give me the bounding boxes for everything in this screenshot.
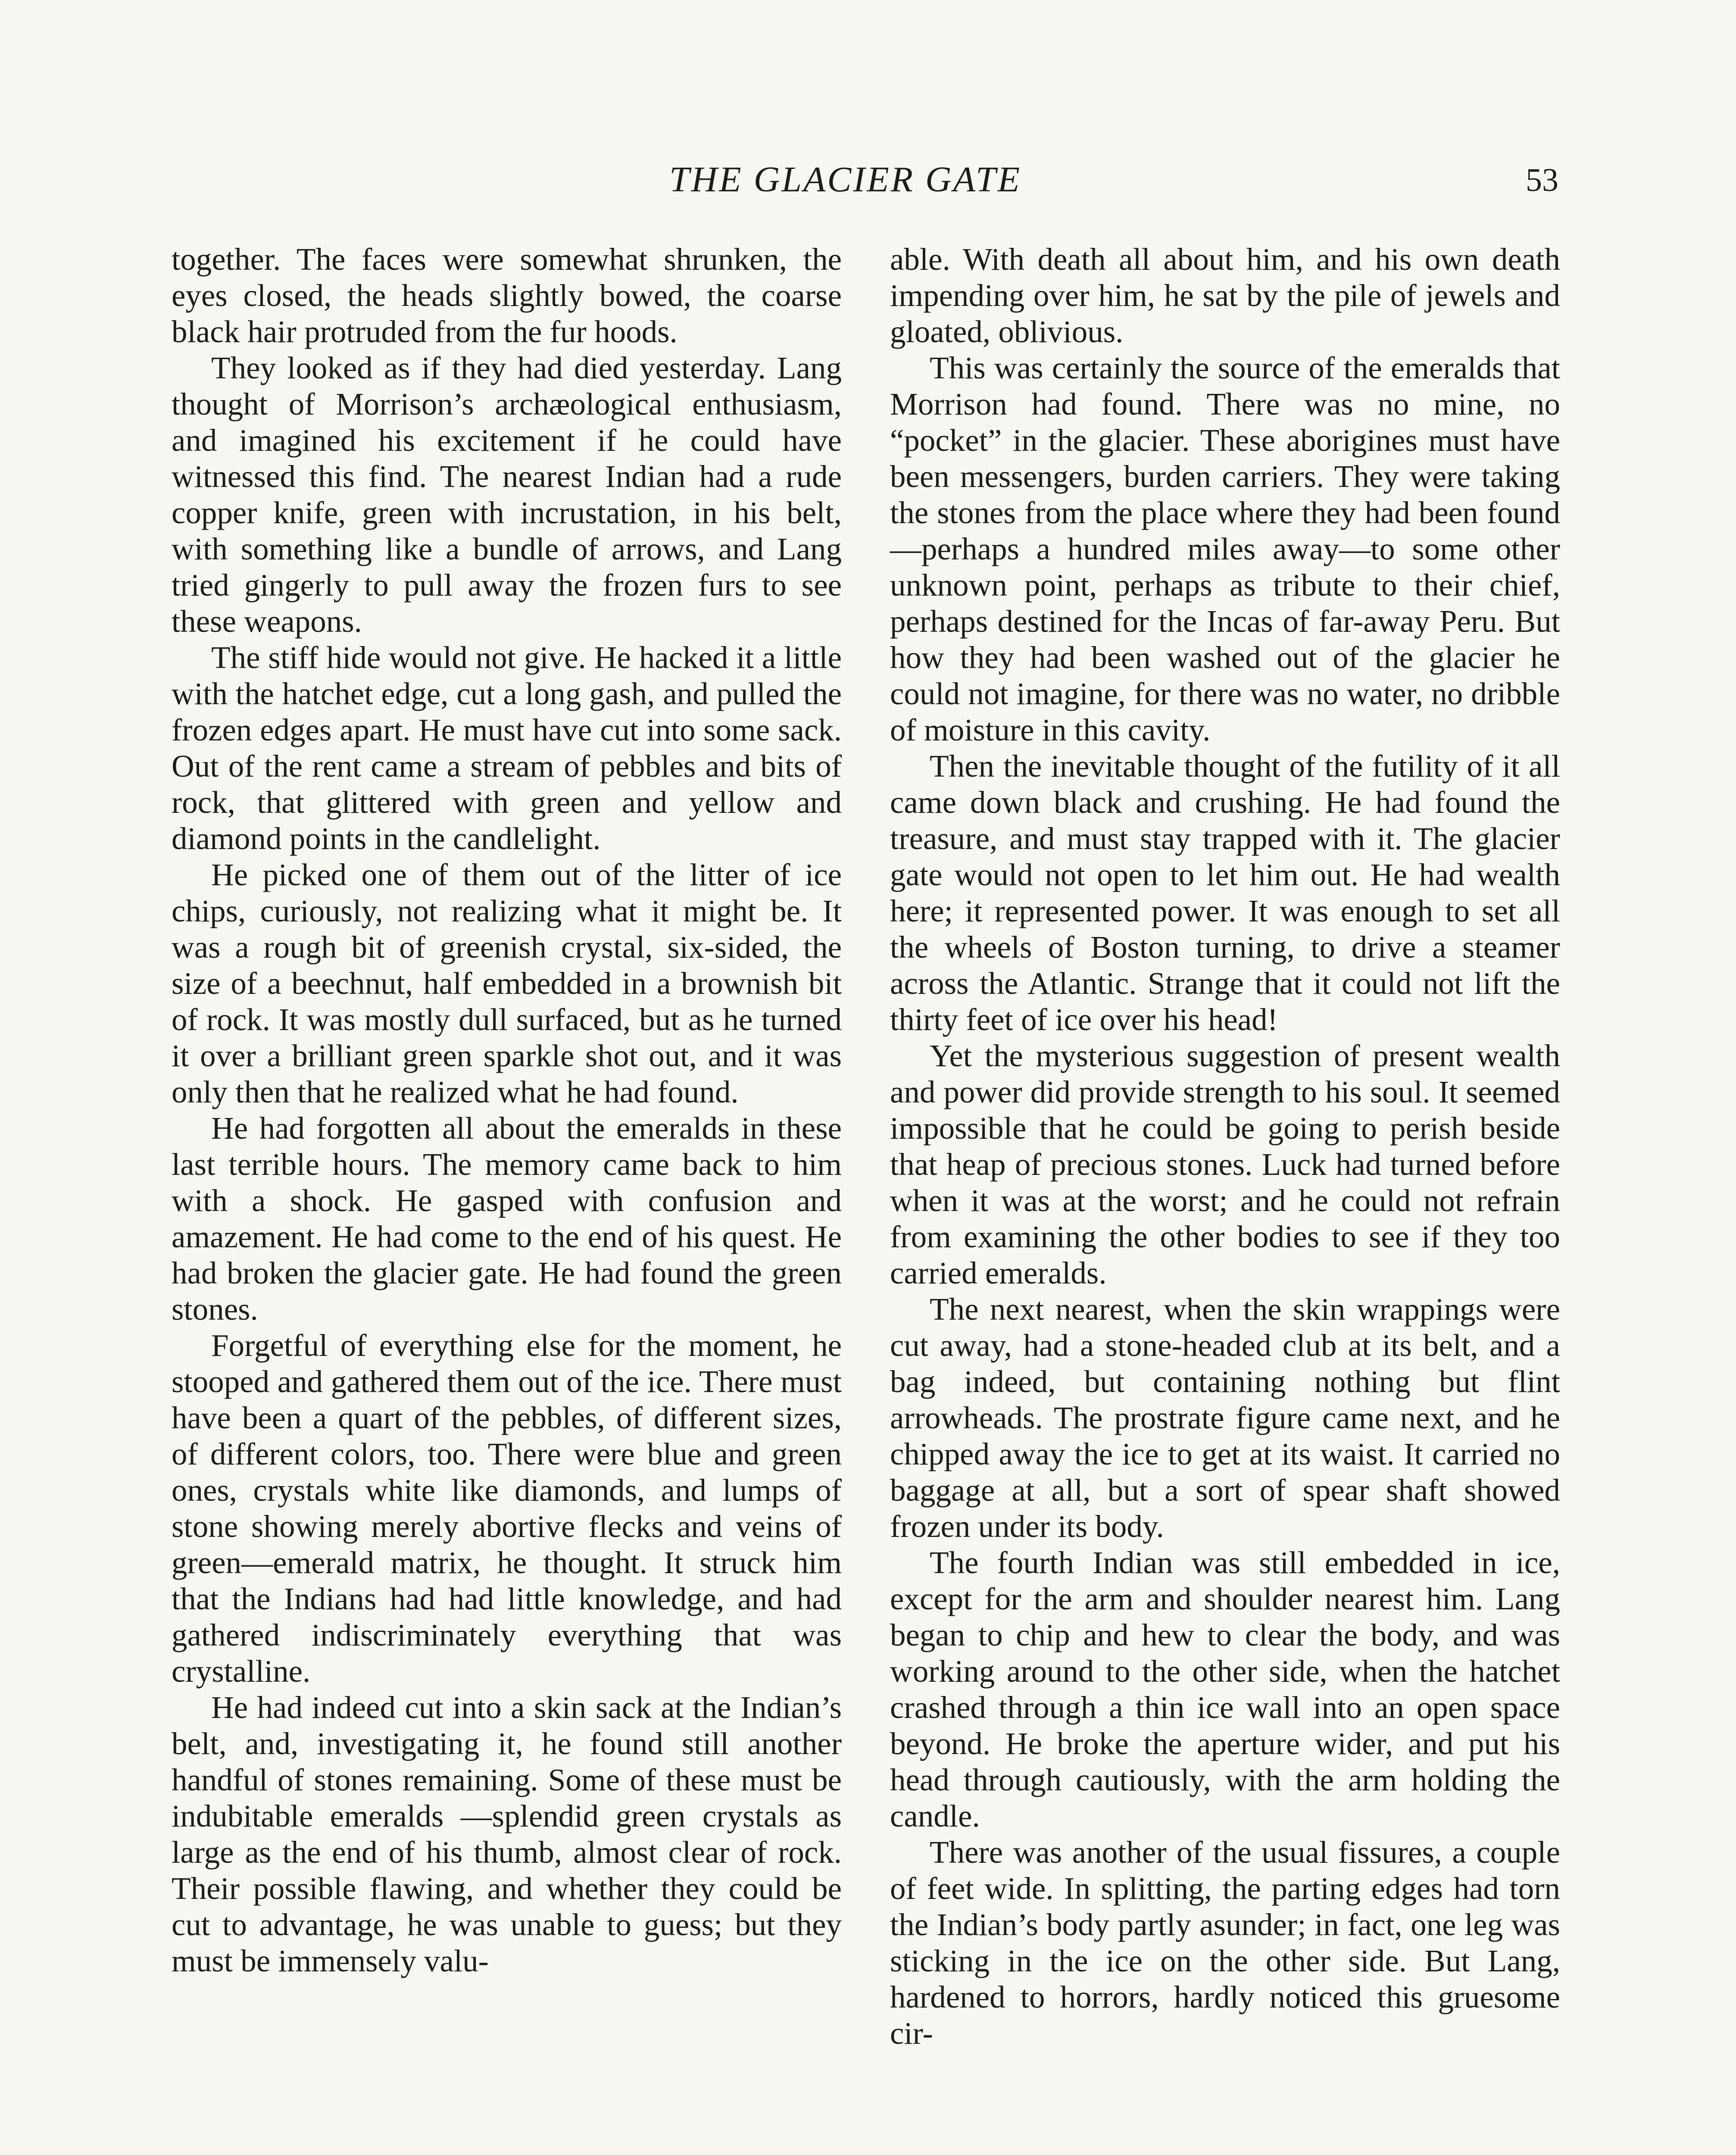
paragraph: Yet the mysterious suggestion of present wealth and power did provide strength to his soul. It seemed impossible that he could be going to perish beside that heap of precious stones. Luck had turned before when it was at the worst; and he could not refrain from examining the other bodies to see if they too carried emeralds. (890, 1038, 1560, 1290)
paragraph: Forgetful of everything else for the moment, he stooped and gathered them out of the ice. There must have been a quart of the pebbles, of different sizes, of different colors, too. There were blue and green ones, crystals white like diamonds, and lumps of stone showing merely abortive flecks and veins of green—emerald matrix, he thought. It struck him that the Indians had had little knowledge, and had gathered indiscriminately everything that was crystalline. (172, 1328, 842, 1689)
paragraph: The stiff hide would not give. He hacked it a little with the hatchet edge, cut a long gash, and pulled the frozen edges apart. He must have cut into some sack. Out of the rent came a stream of pebbles and bits of rock, that glittered with green and yellow and diamond points in the candlelight. (172, 640, 842, 856)
paragraph: They looked as if they had died yesterday. Lang thought of Morrison’s archæological enthusiasm, and imagined his excitement if he could have witnessed this find. The nearest Indian had a rude copper knife, green with incrustation, in his belt, with something like a bundle of arrows, and Lang tried gingerly to pull away the frozen furs to see these weapons. (172, 350, 842, 639)
running-title: THE GLACIER GATE (669, 159, 1021, 200)
paragraph: The fourth Indian was still embedded in ice, except for the arm and shoulder nearest him. Lang began to chip and hew to clear the body, and was working around to the other side, when the hatchet crashed through a thin ice wall into an open space beyond. He broke the aperture wider, and put his head through cautiously, with the arm holding the candle. (890, 1545, 1560, 1833)
paragraph: together. The faces were somewhat shrunken, the eyes closed, the heads slightly bowed, the coarse black hair protruded from the fur hoods. (172, 242, 842, 349)
paragraph: He had indeed cut into a skin sack at the Indian’s belt, and, investigating it, he found still another handful of stones remaining. Some of these must be indubitable emeralds —splendid green crystals as large as the end of his thumb, almost clear of rock. Their possible flawing, and whether they could be cut to advantage, he was unable to guess; but they must be immensely valu- (172, 1690, 842, 1978)
paragraph: This was certainly the source of the emeralds that Morrison had found. There was no mine, no “pocket” in the glacier. These aborigines must have been messengers, burden carriers. They were taking the stones from the place where they had been found —perhaps a hundred miles away—to some other unknown point, perhaps as tribute to their chief, perhaps destined for the Incas of far-away Peru. But how they had been washed out of the glacier he could not imagine, for there was no water, no dribble of moisture in this cavity. (890, 350, 1560, 747)
page-number: 53 (1526, 162, 1558, 198)
paragraph: The next nearest, when the skin wrappings were cut away, had a stone-headed club at its belt, and a bag indeed, but containing nothing but flint arrowheads. The prostrate figure came next, and he chipped away the ice to get at its waist. It carried no baggage at all, but a sort of spear shaft showed frozen under its body. (890, 1292, 1560, 1544)
paragraph: He had forgotten all about the emeralds in these last terrible hours. The memory came back to him with a shock. He gasped with confusion and amazement. He had come to the end of his quest. He had broken the glacier gate. He had found the green stones. (172, 1111, 842, 1327)
paragraph: able. With death all about him, and his own death impending over him, he sat by the pile of jewels and gloated, oblivious. (890, 242, 1560, 349)
left-column (172, 241, 842, 1979)
paragraph: Then the inevitable thought of the futility of it all came down black and crushing. He had found the treasure, and must stay trapped with it. The glacier gate would not open to let him out. He had wealth here; it represented power. It was enough to set all the wheels of Boston turning, to drive a steamer across the Atlantic. Strange that it could not lift the thirty feet of ice over his head! (890, 749, 1560, 1037)
paragraph: There was another of the usual fissures, a couple of feet wide. In splitting, the parting edges had torn the Indian’s body partly asunder; in fact, one leg was sticking in the ice on the other side. But Lang, hardened to horrors, hardly noticed this gruesome cir- (890, 1835, 1560, 2051)
right-column (890, 241, 1560, 2052)
paragraph: He picked one of them out of the litter of ice chips, curiously, not realizing what it might be. It was a rough bit of greenish crystal, six-sided, the size of a beechnut, half embedded in a brownish bit of rock. It was mostly dull surfaced, but as he turned it over a brilliant green sparkle shot out, and it was only then that he realized what he had found. (172, 857, 842, 1109)
